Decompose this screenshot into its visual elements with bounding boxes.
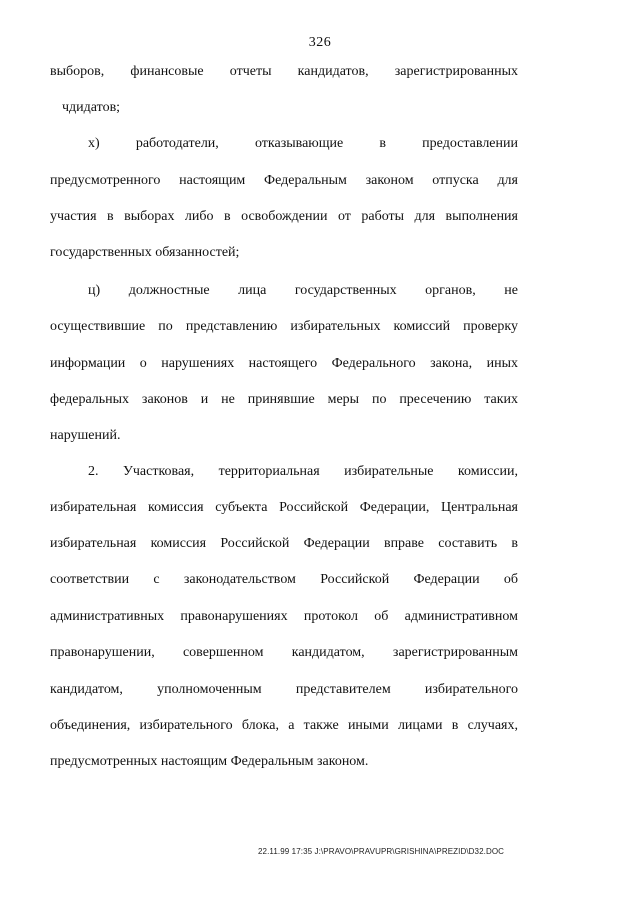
text-line: административных правонарушениях протокол об административном [50,609,518,624]
file-path-footer: 22.11.99 17:35 J:\PRAVO\PRAVUPR\GRISHINA\PREZID\D32.DOC [258,847,505,856]
text-line: государственных обязанностей; [50,245,240,260]
text-line: соответствии с законодательством Российской Федерации об [50,572,518,587]
text-line: осуществившие по представлению избирательных комиссий проверку [50,319,518,334]
text-line: правонарушении, совершенном кандидатом, зарегистрированным [50,645,518,660]
page-number: 326 [308,35,332,50]
text-line: 2. Участковая, территориальная избирательные комиссии, [88,464,518,479]
text-line: х) работодатели, отказывающие в предоставлении [88,136,518,151]
text-line: нарушений. [50,428,121,443]
text-line: федеральных законов и не принявшие меры по пресечению таких [50,392,518,407]
text-line: информации о нарушениях настоящего Федерального закона, иных [50,356,518,371]
text-line: кандидатом, уполномоченным представителем избирательного [50,682,518,697]
text-line: предусмотренного настоящим Федеральным законом отпуска для [50,173,518,188]
text-line: участия в выборах либо в освобождении от работы для выполнения [50,209,518,224]
text-line: предусмотренных настоящим Федеральным законом. [50,754,369,769]
text-line: выборов, финансовые отчеты кандидатов, зарегистрированных [50,64,518,79]
text-line: чдидатов; [62,100,121,115]
text-line: избирательная комиссия субъекта Российской Федерации, Центральная [50,500,518,515]
text-line: избирательная комиссия Российской Федерации вправе составить в [50,536,518,551]
text-line: ц) должностные лица государственных органов, не [88,283,518,298]
text-line: объединения, избирательного блока, а также иными лицами в случаях, [50,718,518,733]
